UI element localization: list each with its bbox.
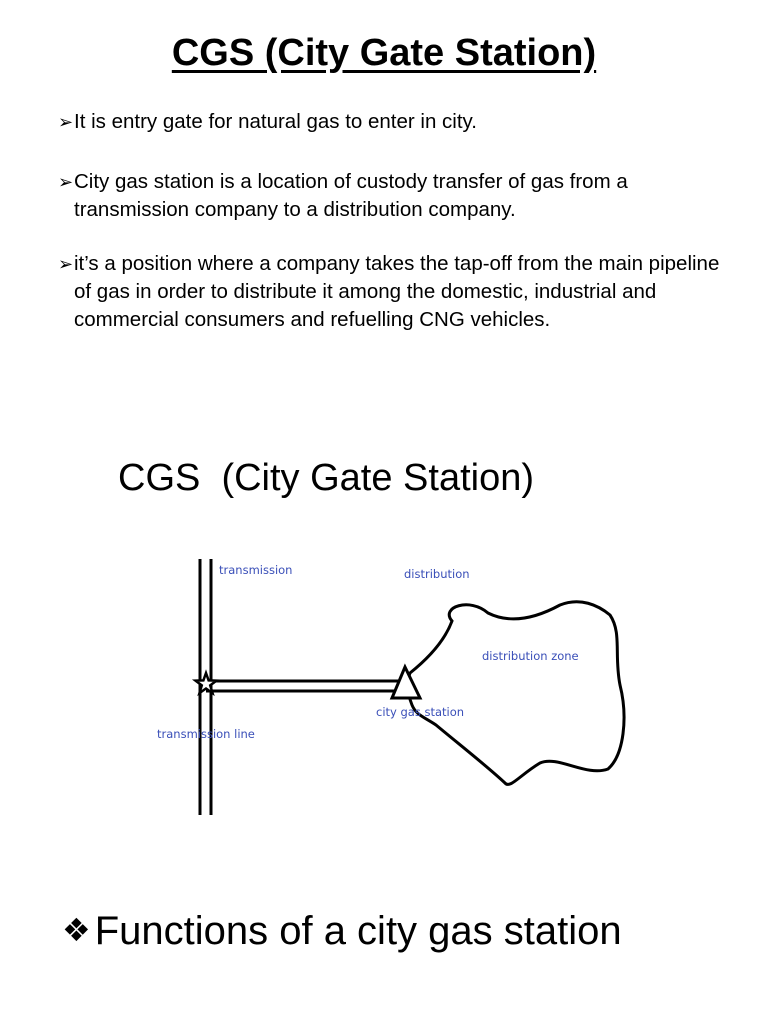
bullet-item [58, 250, 738, 334]
functions-title [62, 902, 622, 959]
label-transmission-line: transmission line [157, 727, 255, 741]
bullet-item [58, 168, 738, 224]
bullet-list [58, 108, 738, 356]
arrow-bullet-icon: ➢ [58, 112, 74, 132]
label-distribution: distribution [404, 567, 470, 581]
bullet-text: It is entry gate for natural gas to enter in city. [74, 110, 477, 133]
page-title: CGS (City Gate Station) [171, 32, 597, 74]
diamond-bullet-icon: ❖ [62, 912, 91, 948]
label-distribution-zone: distribution zone [482, 649, 579, 663]
label-city-gas-station: city gas station [376, 705, 465, 719]
bullet-text: it’s a position where a company takes the tap-off from the main pipeline of gas in order to distribute it among the domestic, industrial and commercial consumers and refuelling CNG vehicles. [74, 252, 720, 331]
label-transmission: transmission [219, 563, 293, 577]
arrow-bullet-icon: ➢ [58, 254, 74, 274]
cgs-diagram [140, 545, 640, 835]
functions-title-text: Functions of a city gas station [94, 909, 622, 953]
arrow-bullet-icon: ➢ [58, 172, 74, 192]
bullet-text: City gas station is a location of custody transfer of gas from a transmission company to a distribution company. [74, 170, 628, 221]
section-title: CGS (City Gate Station) [118, 457, 535, 499]
bullet-item [58, 108, 738, 136]
distribution-zone-outline [408, 602, 624, 785]
